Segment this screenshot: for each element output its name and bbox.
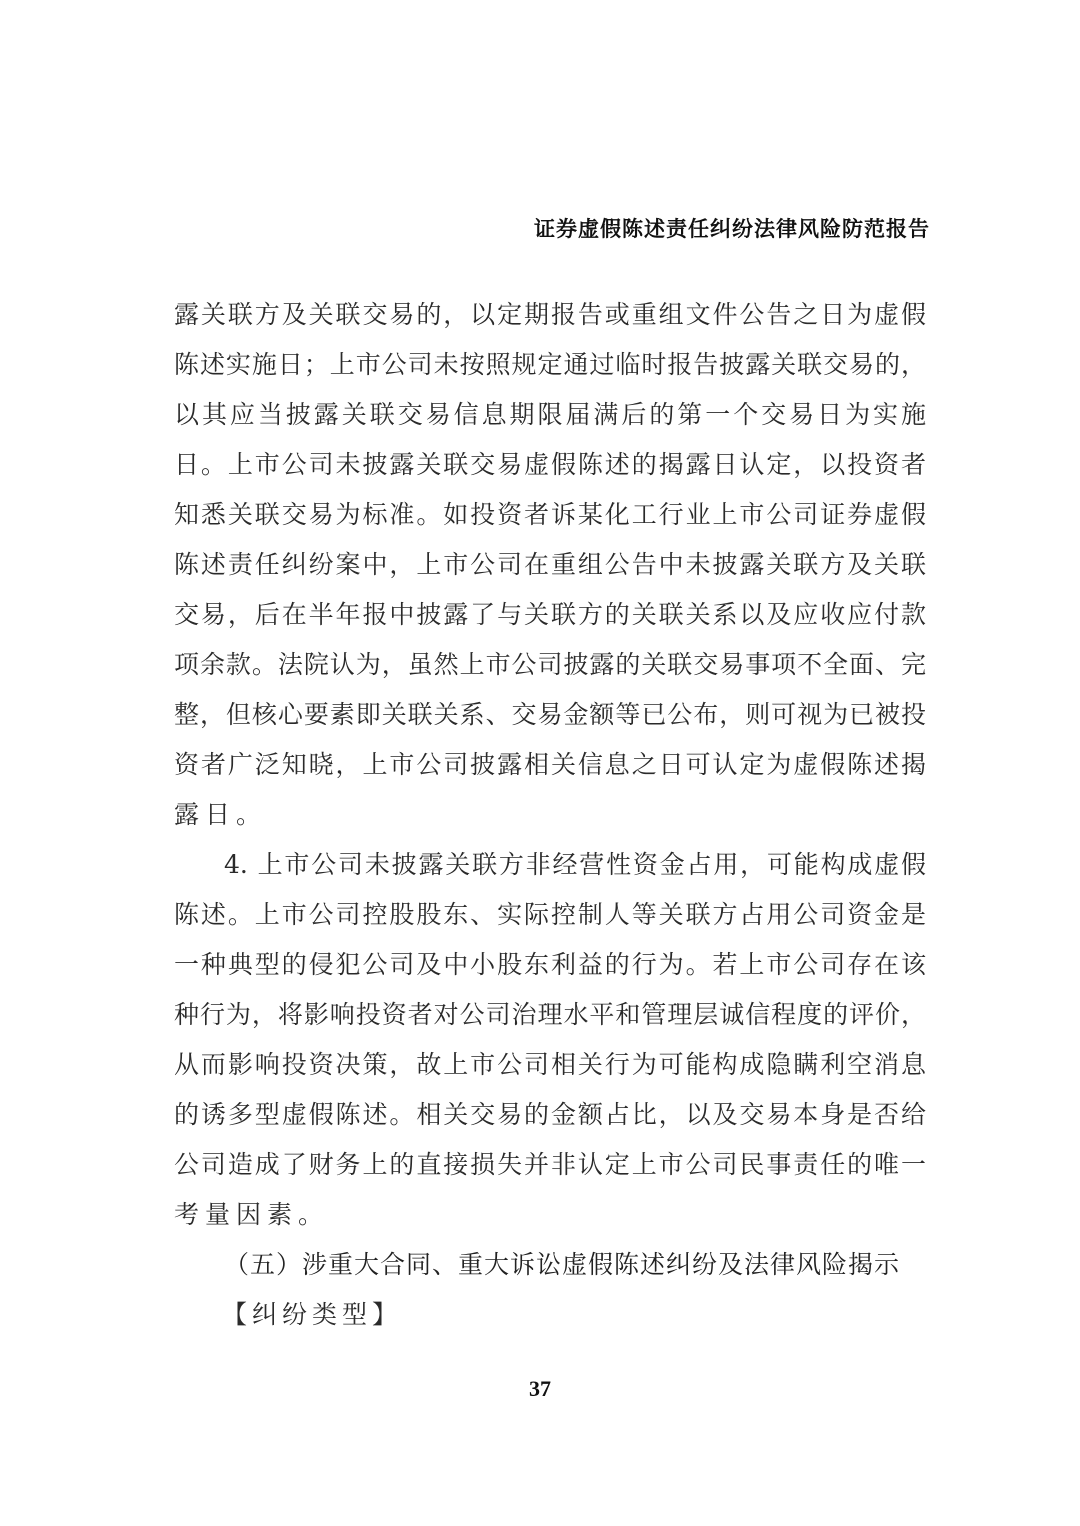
body-line: 一种典型的侵犯公司及中小股东利益的行为。若上市公司存在该	[174, 950, 926, 979]
body-line: 4. 上市公司未披露关联方非经营性资金占用，可能构成虚假	[224, 850, 926, 879]
running-header: 证券虚假陈述责任纠纷法律风险防范报告	[534, 217, 930, 241]
body-line: 整，但核心要素即关联关系、交易金额等已公布，则可视为已被投	[174, 700, 926, 729]
body-line: 露日。	[174, 800, 268, 829]
body-line: 的诱多型虚假陈述。相关交易的金额占比，以及交易本身是否给	[174, 1100, 926, 1129]
body-line: 种行为，将影响投资者对公司治理水平和管理层诚信程度的评价，	[174, 1000, 926, 1029]
body-line: 露关联方及关联交易的，以定期报告或重组文件公告之日为虚假	[174, 300, 926, 329]
body-line: 日。上市公司未披露关联交易虚假陈述的揭露日认定，以投资者	[174, 450, 926, 479]
body-line: 从而影响投资决策，故上市公司相关行为可能构成隐瞒利空消息	[174, 1050, 926, 1079]
body-line: 项余款。法院认为，虽然上市公司披露的关联交易事项不全面、完	[174, 650, 926, 679]
page-number: 37	[529, 1376, 551, 1401]
body-line: 陈述责任纠纷案中，上市公司在重组公告中未披露关联方及关联	[174, 550, 926, 579]
body-line: 交易，后在半年报中披露了与关联方的关联关系以及应收应付款	[174, 600, 926, 629]
section-heading: （五）涉重大合同、重大诉讼虚假陈述纠纷及法律风险揭示	[224, 1250, 901, 1279]
body-line: 陈述实施日；上市公司未按照规定通过临时报告披露关联交易的，	[174, 350, 926, 379]
subheading: 【纠纷类型】	[222, 1300, 403, 1329]
body-line: 公司造成了财务上的直接损失并非认定上市公司民事责任的唯一	[174, 1150, 926, 1179]
body-line: 资者广泛知晓，上市公司披露相关信息之日可认定为虚假陈述揭	[174, 750, 926, 779]
body-line: 知悉关联交易为标准。如投资者诉某化工行业上市公司证券虚假	[174, 500, 926, 529]
body-line: 以其应当披露关联交易信息期限届满后的第一个交易日为实施	[174, 400, 926, 429]
body-line: 考量因素。	[174, 1200, 330, 1229]
body-line: 陈述。上市公司控股股东、实际控制人等关联方占用公司资金是	[174, 900, 926, 929]
